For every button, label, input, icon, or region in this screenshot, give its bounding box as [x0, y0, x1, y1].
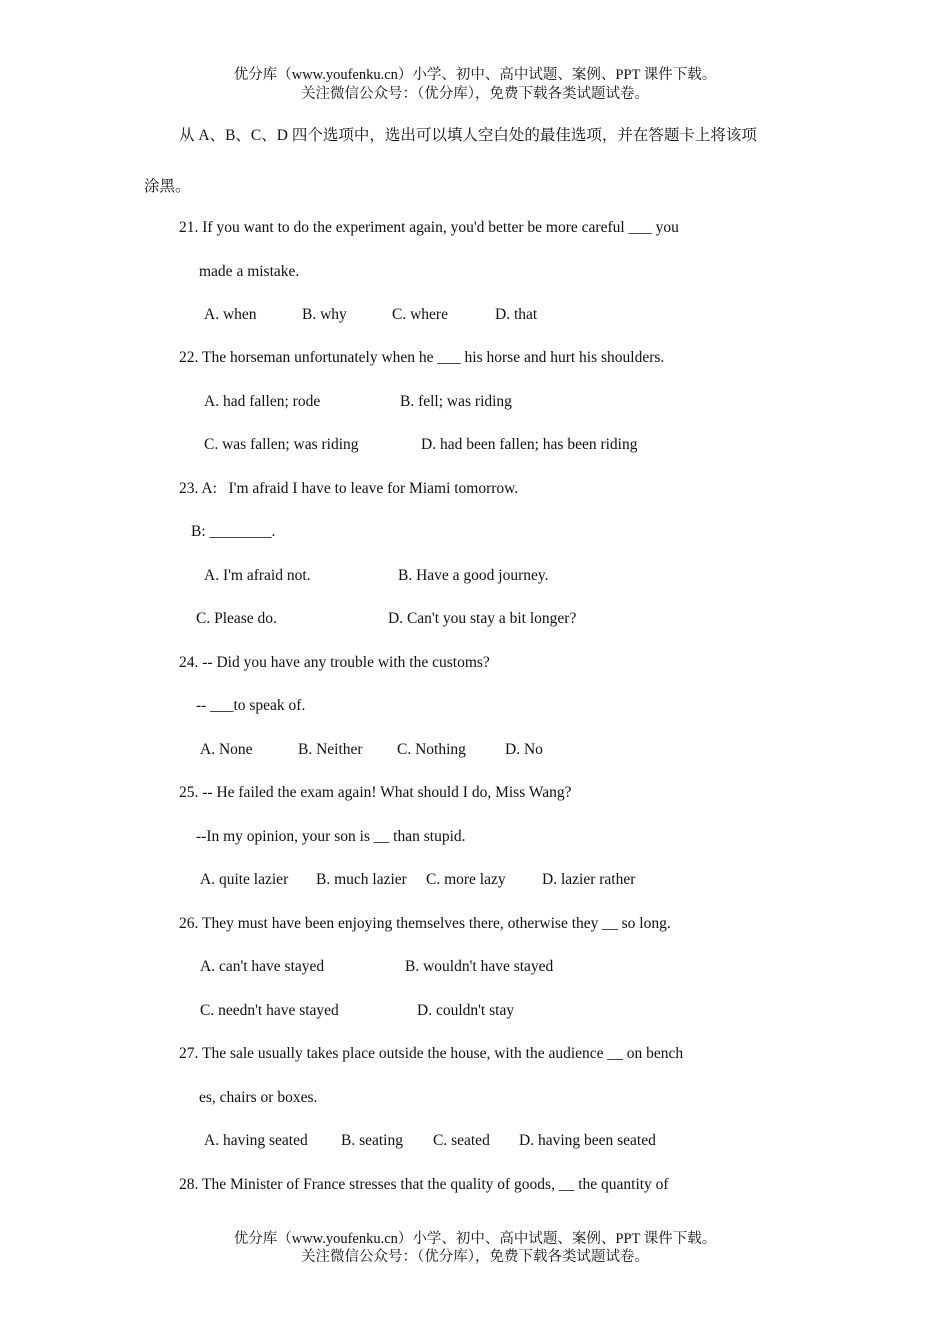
header-line-1: 优分库（www.youfenku.cn）小学、初中、高中试题、案例、PPT 课件下载。 — [233, 67, 717, 83]
question-21-option-d: D. that — [495, 306, 538, 323]
question-26-option-c: C. needn't have stayed — [200, 1002, 339, 1019]
question-26-stem: 26. They must have been enjoying themselves there, otherwise they __ so long. — [179, 915, 671, 932]
question-26-option-b: B. wouldn't have stayed — [405, 958, 554, 975]
question-27-option-a: A. having seated — [204, 1132, 308, 1149]
question-23-stem-2: B: ________. — [191, 523, 276, 540]
question-21-stem-1: 21. If you want to do the experiment again, you'd better be more careful ___ you — [179, 219, 679, 236]
question-21-option-b: B. why — [302, 306, 347, 323]
question-22-option-c: C. was fallen; was riding — [204, 436, 359, 453]
question-24-stem-2: -- ___to speak of. — [196, 697, 306, 714]
footer-line-1: 优分库（www.youfenku.cn）小学、初中、高中试题、案例、PPT 课件下载。 — [233, 1231, 717, 1247]
question-27-stem-2: es, chairs or boxes. — [199, 1089, 318, 1106]
instructions-line-1: 从 A、B、C、D 四个选项中，选出可以填人空白处的最佳选项，并在答题卡上将该项 — [179, 127, 757, 144]
instructions-line-2: 涂黑。 — [144, 178, 191, 195]
question-25-option-b: B. much lazier — [316, 871, 407, 888]
question-27-option-d: D. having been seated — [519, 1132, 656, 1149]
question-24-option-c: C. Nothing — [397, 741, 466, 758]
question-24-option-d: D. No — [505, 741, 543, 758]
question-25-stem-2: --In my opinion, your son is __ than stupid. — [196, 828, 466, 845]
question-23-option-c: C. Please do. — [196, 610, 277, 627]
question-25-option-c: C. more lazy — [426, 871, 506, 888]
question-22-stem: 22. The horseman unfortunately when he ___ his horse and hurt his shoulders. — [179, 349, 665, 366]
question-22-option-a: A. had fallen; rode — [204, 393, 321, 410]
question-26-option-d: D. couldn't stay — [417, 1002, 515, 1019]
question-21-option-a: A. when — [204, 306, 257, 323]
question-23-stem-1: 23. A: I'm afraid I have to leave for Miami tomorrow. — [179, 480, 519, 497]
question-27-stem-1: 27. The sale usually takes place outside the house, with the audience __ on bench — [179, 1045, 684, 1062]
question-25-option-a: A. quite lazier — [200, 871, 289, 888]
question-27-option-c: C. seated — [433, 1132, 490, 1149]
footer-line-2: 关注微信公众号：（优分库），免费下载各类试题试卷。 — [301, 1249, 649, 1265]
question-24-option-a: A. None — [200, 741, 253, 758]
question-21-option-c: C. where — [392, 306, 448, 323]
question-24-stem-1: 24. -- Did you have any trouble with the customs? — [179, 654, 490, 671]
question-26-option-a: A. can't have stayed — [200, 958, 325, 975]
question-28-stem-1: 28. The Minister of France stresses that the quality of goods, __ the quantity of — [179, 1176, 669, 1193]
question-23-option-b: B. Have a good journey. — [398, 567, 549, 584]
question-25-option-d: D. lazier rather — [542, 871, 636, 888]
question-27-option-b: B. seating — [341, 1132, 403, 1149]
question-21-stem-2: made a mistake. — [199, 263, 300, 280]
question-22-option-d: D. had been fallen; has been riding — [421, 436, 638, 453]
header-line-2: 关注微信公众号：（优分库），免费下载各类试题试卷。 — [301, 86, 649, 102]
question-24-option-b: B. Neither — [298, 741, 363, 758]
question-23-option-a: A. I'm afraid not. — [204, 567, 311, 584]
question-22-option-b: B. fell; was riding — [400, 393, 512, 410]
question-25-stem-1: 25. -- He failed the exam again! What should I do, Miss Wang? — [179, 784, 572, 801]
question-23-option-d: D. Can't you stay a bit longer? — [388, 610, 577, 627]
